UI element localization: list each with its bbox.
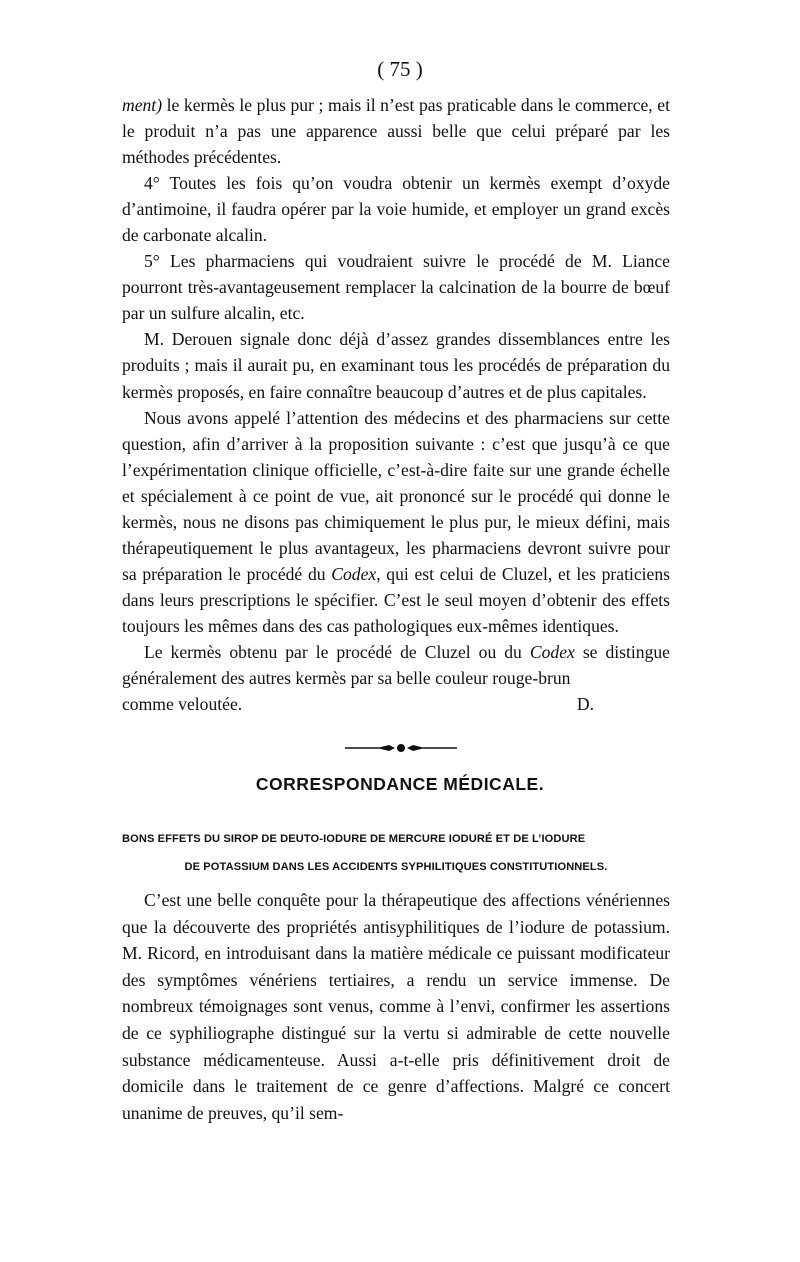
paragraph-text: Nous avons appelé l’attention des médecins et des pharmaciens sur cette question, afin d’arriver à la proposition suivante : c’est que jusqu’à ce que l’expérimentation clinique officielle, c’est-à-dire faite sur une grande échelle et spécialement à ce point de vue, ait prononcé sur le procédé qui donne le kermès, nous ne disons pas chimiquement le plus pur, le mieux défini, mais thérapeutiquement le plus avantageux, les pharmaciens devront suivre pour sa préparation le procédé du bbox=[122, 407, 670, 584]
article-body bbox=[122, 887, 670, 1126]
paragraph-text: se distingue généralement des autres kermès par sa belle couleur rouge-brun bbox=[122, 641, 670, 689]
paragraph-derouen: M. Derouen signale donc déjà d’assez grandes dissemblances entre les produits ; mais il aurait pu, en examinant tous les procédés de préparation du kermès proposés, en faire connaître beaucoup d’autres et de plus capitales. bbox=[122, 329, 670, 402]
paragraph-ment bbox=[122, 92, 670, 170]
page-number: ( 75 ) bbox=[377, 57, 423, 81]
paragraph-text: , qui est celui de Cluzel, et les praticiens dans leurs prescriptions le spécifier. C’est le seul moyen d’obtenir des effets toujours les mêmes dans des cas pathologiques eux-mêmes identiques. bbox=[122, 563, 670, 636]
paragraph-text: Le kermès obtenu par le procédé de Cluzel ou du bbox=[144, 641, 530, 662]
author-signature: D. bbox=[576, 694, 594, 715]
top-text-block bbox=[122, 92, 670, 717]
section-title: CORRESPONDANCE MÉDICALE. bbox=[255, 774, 545, 794]
paragraph-proposition bbox=[122, 405, 670, 639]
italic-fragment: ment) bbox=[122, 95, 163, 115]
paragraph-text: le kermès le plus pur ; mais il n’est pas praticable dans le commerce, et le produit n’a pas une apparence aussi belle que celui préparé par les méthodes précédentes. bbox=[122, 95, 670, 168]
codex-italic: Codex bbox=[331, 563, 377, 584]
paragraph-item-5: 5° Les pharmaciens qui voudraient suivre le procédé de M. Liance pourront très-avantageusement remplacer la calcination de la bourre de bœuf par un sulfure alcalin, etc. bbox=[122, 251, 670, 324]
closing-text: comme veloutée. bbox=[122, 694, 243, 715]
article-title-line-1: BONS EFFETS DU SIROP DE DEUTO-IODURE DE MERCURE IODURÉ ET DE L’IODURE bbox=[122, 833, 586, 845]
body-paragraph: C’est une belle conquête pour la thérapeutique des affections vénériennes que la découverte des propriétés antisyphilitiques de l’iodure de potassium. M. Ricord, en introduisant dans la matière médicale ce puissant modificateur des symptômes vénériens tertiaires, a rendu un service immense. De nombreux témoignages sont venus, comme à l’envi, confirmer les assertions de ce syphiliographe distingué sur la vertu si admirable de cette nouvelle substance médicamenteuse. Aussi a-t-elle pris définitivement droit de domicile dans le traitement de ce genre d’affections. Malgré ce concert unanime de preuves, qu’il sem- bbox=[122, 890, 670, 1123]
codex-italic: Codex bbox=[529, 641, 575, 662]
paragraph-item-4: 4° Toutes les fois qu’on voudra obtenir un kermès exempt d’oxyde d’antimoine, il faudra opérer par la voie humide, et employer un grand excès de carbonate alcalin. bbox=[122, 173, 670, 246]
article-title-line-2: DE POTASSIUM DANS LES ACCIDENTS SYPHILITIQUES CONSTITUTIONNELS. bbox=[184, 861, 608, 873]
closing-line bbox=[122, 691, 670, 717]
paragraph-kermes-color bbox=[122, 639, 670, 691]
section-divider-ornament bbox=[345, 741, 457, 755]
